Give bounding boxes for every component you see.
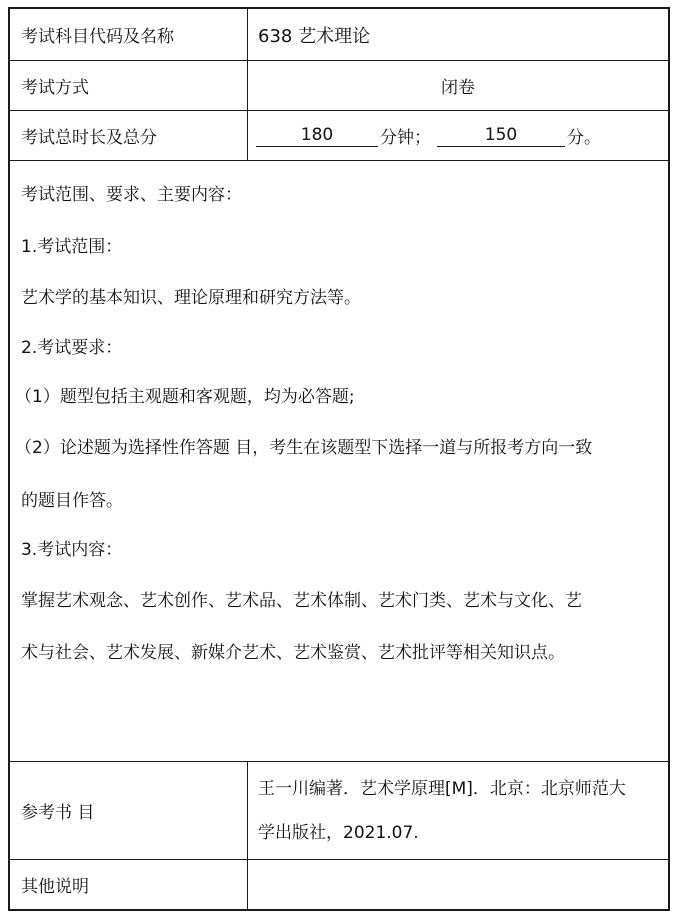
section3-line-1: 掌握艺术观念、艺术创作、艺术品、艺术体制、艺术门类、艺术与文化、艺 — [21, 591, 582, 611]
score-field: 150 — [437, 124, 565, 147]
reference-line-1: 王一川编著．艺术学原理[M]．北京：北京师范大 — [258, 778, 626, 799]
content-row — [10, 161, 668, 762]
duration-value — [248, 111, 668, 160]
minutes-unit: 分钟； — [380, 128, 431, 148]
duration-row — [10, 111, 668, 161]
other-value — [248, 860, 668, 909]
minutes-field: 180 — [256, 124, 378, 147]
score-unit: 分。 — [567, 128, 601, 148]
section2-title: 2.考试要求： — [21, 338, 123, 358]
other-label: 其他说明 — [10, 860, 248, 909]
other-row — [10, 860, 668, 909]
subject-value: 638 艺术理论 — [258, 25, 371, 47]
mode-label: 考试方式 — [10, 61, 248, 110]
requirement-1: （1）题型包括主观题和客观题，均为必答题; — [15, 387, 355, 407]
subject-label: 考试科目代码及名称 — [10, 9, 248, 60]
section1-text: 艺术学的基本知识、理论原理和研究方法等。 — [21, 288, 361, 308]
requirement-2-line-2: 的题目作答。 — [21, 491, 123, 511]
subject-row — [10, 9, 668, 61]
mode-value: 闭卷 — [441, 78, 475, 98]
content-heading: 考试范围、要求、主要内容： — [21, 185, 242, 205]
section1-title: 1.考试范围： — [21, 237, 123, 257]
mode-row — [10, 61, 668, 111]
exam-syllabus-table — [8, 7, 670, 911]
reference-line-2: 学出版社，2021.07. — [258, 822, 419, 843]
duration-label: 考试总时长及总分 — [10, 111, 248, 160]
references-label: 参考书 目 — [10, 762, 248, 859]
requirement-2-line-1: （2）论述题为选择性作答题 目，考生在该题型下选择一道与所报考方向一致 — [15, 438, 593, 458]
section3-title: 3.考试内容： — [21, 540, 123, 560]
section3-line-2: 术与社会、艺术发展、新媒介艺术、艺术鉴赏、艺术批评等相关知识点。 — [21, 643, 565, 663]
references-row — [10, 762, 668, 860]
references-value — [248, 762, 668, 859]
